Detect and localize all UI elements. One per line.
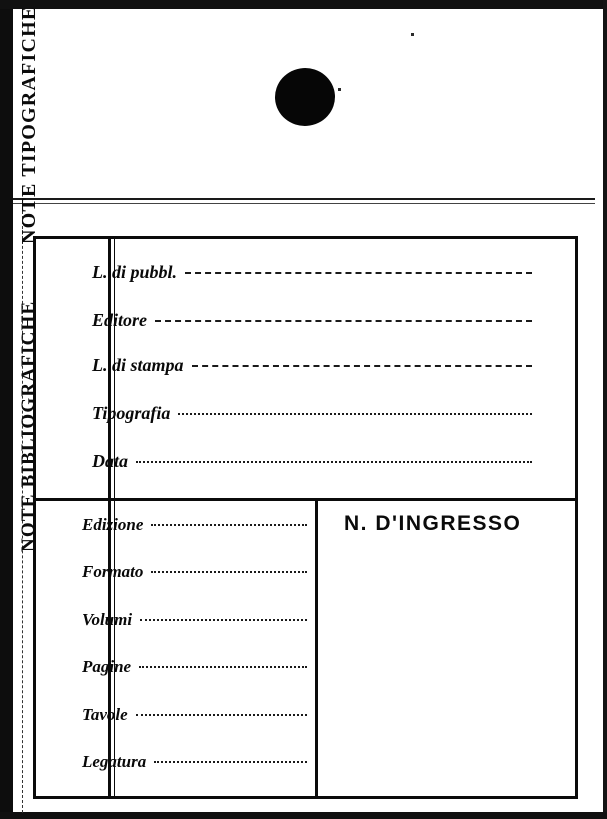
scan-edge-top [0,0,607,9]
field-label: Tavole [82,705,128,724]
field-tipografia[interactable] [92,403,532,424]
scan-edge-bottom [0,812,607,819]
punch-hole-icon [273,66,337,128]
scan-edge-right [603,0,607,819]
field-input-line[interactable] [140,618,307,621]
scan-speck [338,88,341,91]
header-divider [13,198,595,200]
field-label: Editore [92,310,148,330]
section-label-note-bibliografiche: NOTE BIBLIOGRAFICHE [18,300,39,552]
scan-edge-left [0,0,13,819]
field-formato[interactable] [82,562,307,582]
field-input-line[interactable] [185,271,532,274]
field-input-line[interactable] [151,523,307,526]
field-label: L. di pubbl. [92,262,178,282]
section-label-note-tipografiche: NOTE TIPOGRAFICHE [18,5,40,244]
field-edizione[interactable] [82,515,307,535]
field-label: Pagine [82,657,132,676]
field-label: Tipografia [92,403,171,423]
lower-section-divider [315,501,318,799]
field-tavole[interactable] [82,705,307,725]
field-pagine[interactable] [82,657,307,677]
field-label: Legatura [82,752,147,771]
field-label: Data [92,451,128,471]
field-l-di-stampa[interactable] [92,355,532,376]
field-input-line[interactable] [178,412,532,415]
field-volumi[interactable] [82,610,307,630]
field-input-line[interactable] [154,760,307,763]
field-label: Edizione [82,515,144,534]
ingresso-heading: N. D'INGRESSO [344,512,522,535]
field-label: Volumi [82,610,133,629]
field-input-line[interactable] [139,665,307,668]
field-editore[interactable] [92,310,532,331]
field-input-line[interactable] [136,460,532,463]
field-label: Formato [82,562,144,581]
field-data[interactable] [92,451,532,472]
section-divider [36,498,575,501]
field-input-line[interactable] [192,364,532,367]
field-input-line[interactable] [151,570,307,573]
field-input-line[interactable] [136,713,307,716]
field-label: L. di stampa [92,355,184,375]
header-divider-secondary [13,203,595,204]
field-input-line[interactable] [155,319,532,322]
field-l-di-pubbl[interactable] [92,262,532,283]
scan-speck [411,33,414,36]
field-legatura[interactable] [82,752,307,772]
